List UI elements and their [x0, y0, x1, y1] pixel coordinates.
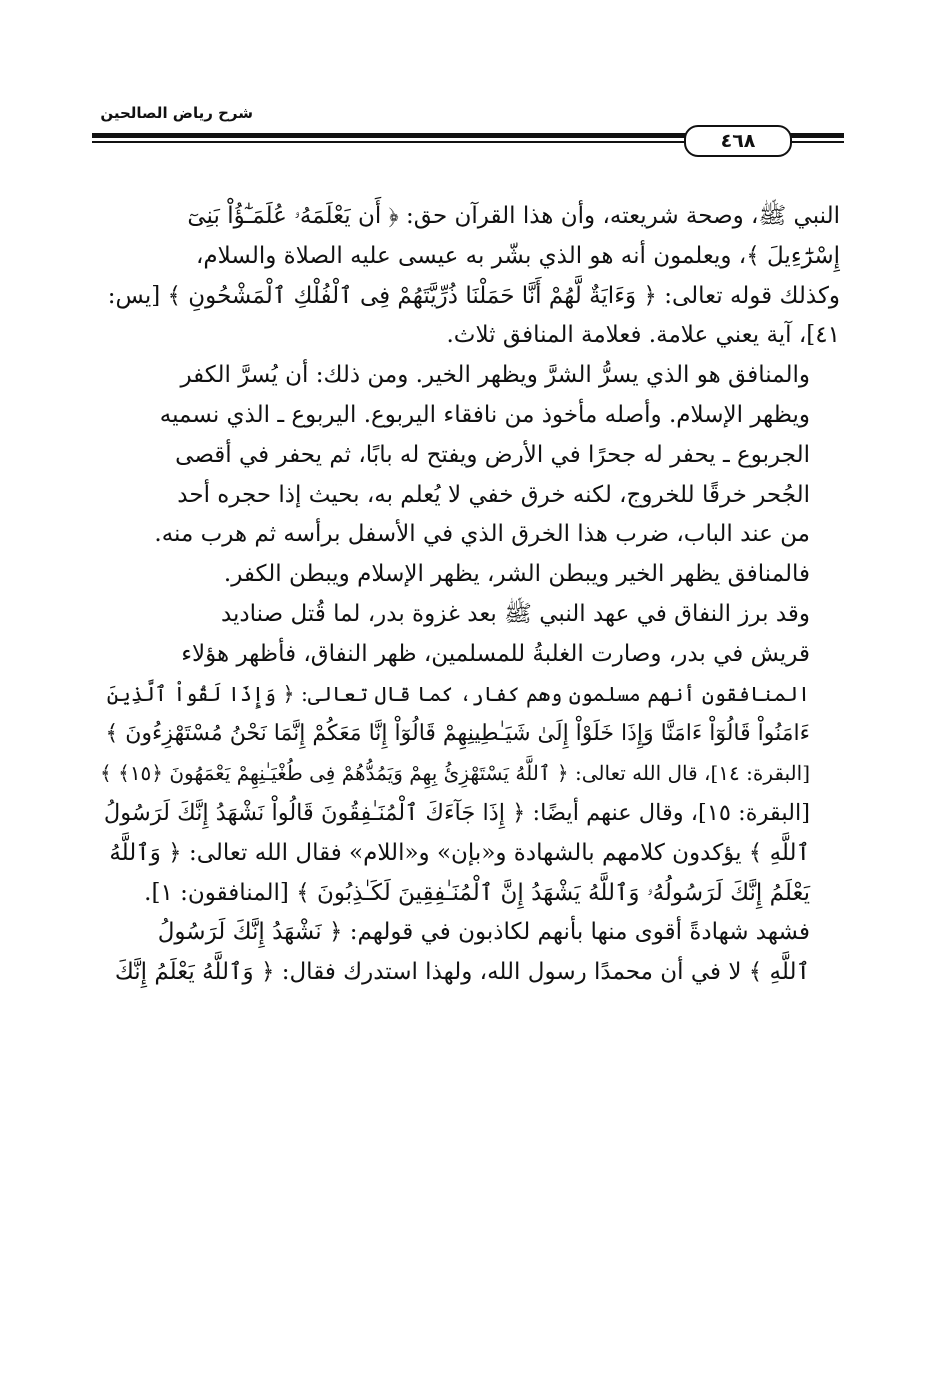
running-title: شرح رياض الصالحين: [100, 104, 253, 122]
body-text: [96, 197, 840, 993]
header-rule-thick-right: [786, 133, 844, 138]
paragraph-3: [96, 595, 840, 913]
text-line: ٱللَّهِ ﴾ يؤكدون كلامهم بالشهادة و«بإن» و«اللام» فقال الله تعالى: ﴿ وَٱللَّهُ: [109, 839, 810, 866]
text-line: فالمنافق يظهر الخير ويبطن الشر، يظهر الإسلام ويبطن الكفر.: [223, 561, 810, 588]
text-line: الجربوع ـ يحفر له جحرًا في الأرض ويفتح له بابًا، ثم يحفر في أقصى: [175, 441, 810, 468]
text-line: قريش في بدر، وصارت الغلبةُ للمسلمين، ظهر النفاق، فأظهر هؤلاء: [181, 640, 810, 667]
header-rule: [92, 128, 844, 154]
page-number: ٤٦٨: [684, 125, 792, 157]
text-line: ويظهر الإسلام. وأصله مأخوذ من نافقاء اليربوع. اليربوع ـ الذي نسميه: [159, 401, 810, 428]
text-line: ءَامَنُواْ قَالُوٓاْ ءَامَنَّا وَإِذَا خَلَوْاْ إِلَىٰ شَيَـٰطِينِهِمْ قَالُوٓاْ إِنَّا مَعَكُمْ إِنَّمَا نَحْنُ مُسْتَهْزِءُونَ ﴾: [105, 721, 810, 747]
text-line: من عند الباب، ضرب هذا الخرق الذي في الأسفل برأسه ثم هرب منه.: [154, 521, 810, 548]
text-line: الجُحر خرقًا للخروج، لكنه خرق خفي لا يُعلم به، بحيث إذا حجره أحد: [177, 481, 810, 508]
text-line: فشهد شهادةً أقوى منها بأنهم لكاذبون في قولهم: ﴿ نَشْهَدُ إِنَّكَ لَرَسُولُ: [157, 919, 810, 946]
text-line: المنافقون أنهم مسلمون وهم كفار، كما قال تعالى: ﴿ وَإِذَا لَقُواْ ٱلَّذِينَ: [106, 681, 810, 706]
header-rule-thin-left: [92, 141, 686, 143]
text-line: يَعْلَمُ إِنَّكَ لَرَسُولُهُۥ وَٱللَّهُ يَشْهَدُ إِنَّ ٱلْمُنَـٰفِقِينَ لَكَـٰذِبُونَ ﴾ [المنافقون: ١].: [144, 879, 810, 906]
text-line: وقد برز النفاق في عهد النبي ﷺ بعد غزوة بدر، لما قُتل صناديد: [220, 600, 810, 627]
text-line: [البقرة: ١٤]، قال الله تعالى: ﴿ ٱللَّهُ يَسْتَهْزِئُ بِهِمْ وَيَمُدُّهُمْ فِى طُغْيَـٰنِهِمْ يَعْمَهُونَ ﴿١٥﴾ ﴾: [100, 761, 810, 786]
text-line: ٤١]، آية يعني علامة. فعلامة المنافق ثلاث.: [446, 322, 840, 349]
text-line: [البقرة: ١٥]، وقال عنهم أيضًا: ﴿ إِذَا جَآءَكَ ٱلْمُنَـٰفِقُونَ قَالُواْ نَشْهَدُ إِنَّكَ لَرَسُولُ: [103, 799, 810, 826]
header-rule-thick-left: [92, 133, 686, 138]
text-line: وكذلك قوله تعالى: ﴿ وَءَايَةٌ لَّهُمْ أَنَّا حَمَلْنَا ذُرِّيَّتَهُمْ فِى ٱلْفُلْكِ ٱلْمَشْحُونِ ﴾ [يس:: [107, 282, 840, 309]
paragraph-4: [96, 913, 840, 993]
text-line: النبي ﷺ، وصحة شريعته، وأن هذا القرآن حق: ﴿ أَن يَعْلَمَهُۥ عُلَمَـٰٓؤُاْ بَنِىٓ: [187, 203, 840, 229]
paragraph-2: [96, 356, 840, 595]
text-line: إِسْرَٰٓءِيلَ ﴾، ويعلمون أنه هو الذي بشّر به عيسى عليه الصلاة والسلام،: [195, 242, 840, 269]
header-rule-thin-right: [786, 141, 844, 143]
text-line: ٱللَّهِ ﴾ لا في أن محمدًا رسول الله، ولهذا استدرك فقال: ﴿ وَٱللَّهُ يَعْلَمُ إِنَّكَ: [114, 959, 810, 986]
paragraph-1: [96, 197, 840, 356]
text-line: والمنافق هو الذي يسرُّ الشرَّ ويظهر الخير. ومن ذلك: أن يُسرَّ الكفر: [180, 362, 810, 389]
